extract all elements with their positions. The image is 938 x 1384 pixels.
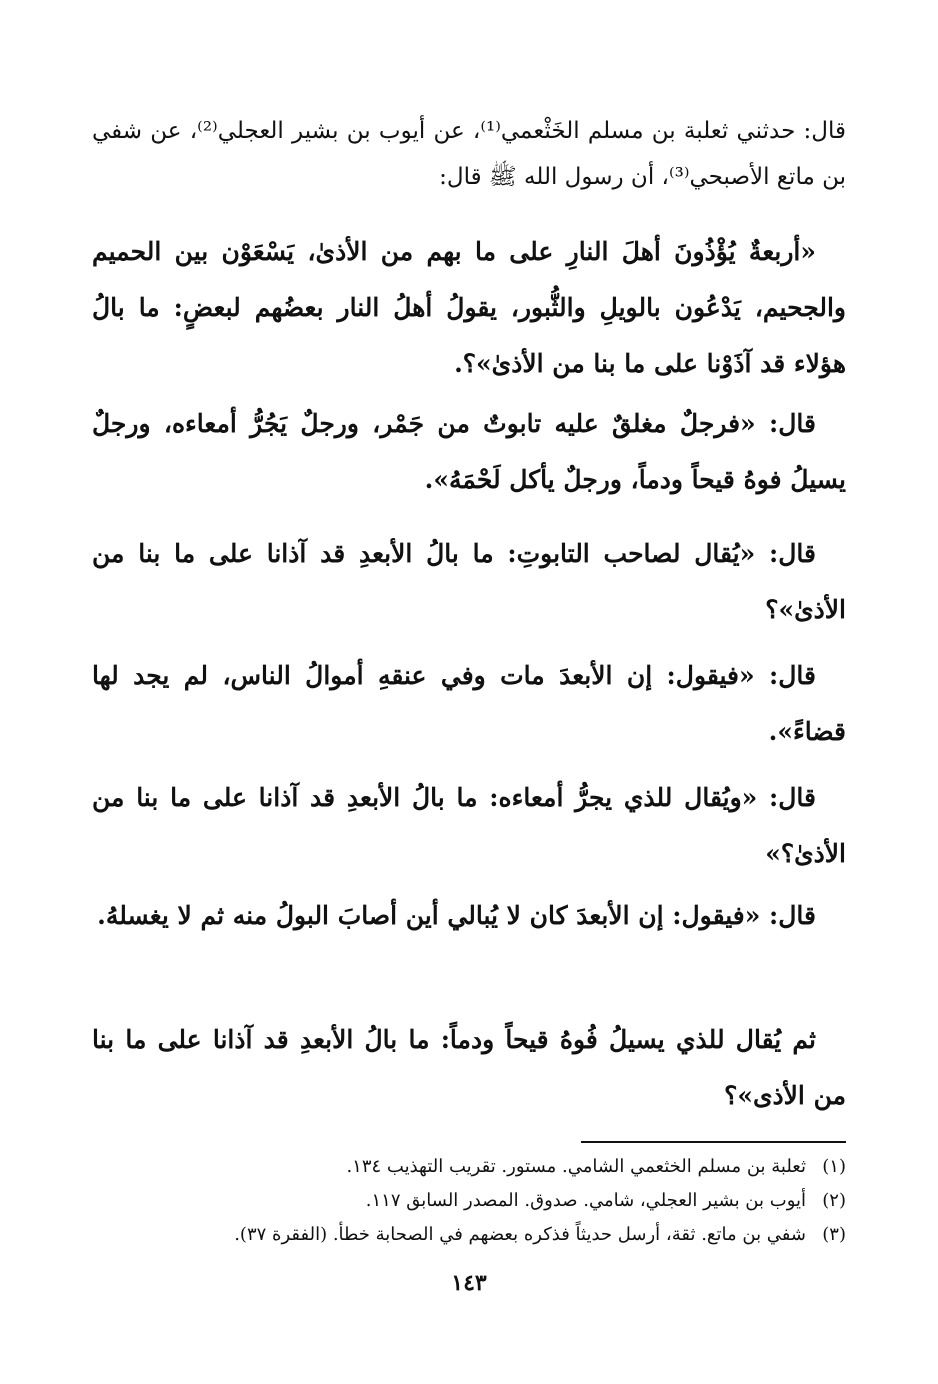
footnote-divider [581,1141,846,1143]
hadith-paragraph-2: قال: «فرجلٌ مغلقٌ عليه تابوتٌ من جَمْر، ورجلٌ يَجُرُّ أمعاءه، ورجلٌ يسيلُ فوهُ قيحاً ودماً، ورجلٌ يأكل لَحْمَهُ». [92,409,846,494]
footnote-2 [92,1184,846,1218]
footnote-number: (٣) [822,1224,846,1245]
footnote-1 [92,1150,846,1184]
footnote-3 [92,1218,846,1252]
hadith-paragraph-7: ثم يُقال للذي يسيلُ فُوهُ قيحاً ودماً: ما بالُ الأبعدِ قد آذانا على ما بنا من الأذى»؟ [92,1025,846,1110]
footnote-number: (١) [822,1156,846,1177]
hadith-paragraph-5: قال: «ويُقال للذي يجرُّ أمعاءه: ما بالُ الأبعدِ قد آذانا على ما بنا من الأذىٰ؟» [92,783,846,868]
footnote-text: ثعلبة بن مسلم الخثعمي الشامي. مستور. تقريب التهذيب ١٣٤. [346,1156,806,1177]
hadith-paragraph-4: قال: «فيقول: إن الأبعدَ مات وفي عنقهِ أموالُ الناس، لم يجد لها قضاءً». [92,661,846,746]
footnotes [92,1150,846,1252]
footnote-text: أيوب بن بشير العجلي، شامي. صدوق. المصدر السابق ١١٧. [365,1190,806,1211]
footnote-number: (٢) [822,1190,846,1211]
page-number: ١٤٣ [451,1270,487,1296]
intro-isnad: قال: حدثني ثعلبة بن مسلم الخَثْعمي⁽¹⁾، عن أيوب بن بشير العجلي⁽²⁾، عن شفي بن ماتع الأصبحي⁽³⁾، أن رسول الله ﷺ قال: [92,118,846,190]
hadith-paragraph-6: قال: «فيقول: إن الأبعدَ كان لا يُبالي أين أصابَ البولُ منه ثم لا يغسلهُ. [97,901,816,930]
hadith-paragraph-1: «أربعةٌ يُؤْذُونَ أهلَ النارِ على ما بهم من الأذىٰ، يَسْعَوْن بين الحميم والجحيم، يَدْعُون بالويلِ والثُّبور، يقولُ أهلُ النار بعضُهم لبعضٍ: ما بالُ هؤلاء قد آذَوْنا على ما بنا من الأذىٰ»؟. [92,237,846,378]
footnote-text: شفي بن ماتع. ثقة، أرسل حديثاً فذكره بعضهم في الصحابة خطأ. (الفقرة ٣٧). [234,1224,806,1245]
hadith-paragraph-3: قال: «يُقال لصاحب التابوتِ: ما بالُ الأبعدِ قد آذانا على ما بنا من الأذىٰ»؟ [92,539,846,624]
